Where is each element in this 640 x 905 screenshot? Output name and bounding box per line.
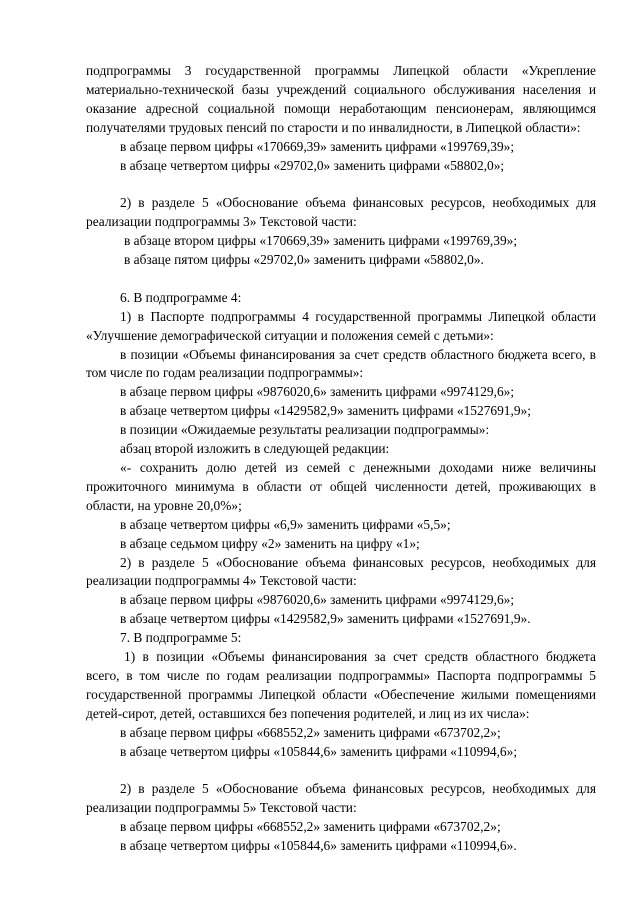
paragraph: в абзаце первом цифры «668552,2» заменить цифрами «673702,2»; xyxy=(120,819,501,835)
paragraph: в абзаце первом цифры «9876020,6» заменить цифрами «9974129,6»; xyxy=(120,384,515,400)
blank-line xyxy=(86,270,596,289)
blank-line xyxy=(86,762,596,781)
paragraph: подпрограммы 3 государственной программы Липецкой области «Укрепление материально-технической базы учреждений социального обслуживания населения и оказание адресной социальной помощи неработающим пенсионерам, являющимся получателями трудовых пенсий по старости и по инвалидности, в Липецкой области»: xyxy=(86,63,596,135)
paragraph: в абзаце первом цифры «170669,39» заменить цифрами «199769,39»; xyxy=(120,138,515,154)
blank-line xyxy=(86,175,596,194)
paragraph: в абзаце четвертом цифры «1429582,9» заменить цифрами «1527691,9»; xyxy=(120,403,531,419)
paragraph: в абзаце седьмом цифру «2» заменить на цифру «1»; xyxy=(120,535,420,551)
paragraph: в абзаце четвертом цифры «6,9» заменить цифрами «5,5»; xyxy=(120,516,451,532)
paragraph: в абзаце первом цифры «668552,2» заменить цифрами «673702,2»; xyxy=(120,724,501,740)
paragraph: в позиции «Ожидаемые результаты реализации подпрограммы»: xyxy=(120,422,490,438)
paragraph: в абзаце четвертом цифры «29702,0» заменить цифрами «58802,0»; xyxy=(120,157,505,173)
paragraph: в абзаце четвертом цифры «1429582,9» заменить цифрами «1527691,9». xyxy=(120,611,531,627)
paragraph: 1) в Паспорте подпрограммы 4 государственной программы Липецкой области «Улучшение демографической ситуации и положения семей с детьми»: xyxy=(86,308,596,343)
paragraph: в абзаце четвертом цифры «105844,6» заменить цифрами «110994,6»; xyxy=(120,743,518,759)
paragraph: 2) в разделе 5 «Обоснование объема финансовых ресурсов, необходимых для реализации подпрограммы 5» Текстовой части: xyxy=(86,781,596,816)
paragraph: в абзаце четвертом цифры «105844,6» заменить цифрами «110994,6». xyxy=(120,838,517,854)
paragraph: 6. В подпрограмме 4: xyxy=(120,289,242,305)
paragraph: в абзаце втором цифры «170669,39» заменить цифрами «199769,39»; xyxy=(124,233,518,249)
document-page xyxy=(86,62,596,856)
paragraph: 2) в разделе 5 «Обоснование объема финансовых ресурсов, необходимых для реализации подпрограммы 3» Текстовой части: xyxy=(86,195,596,230)
paragraph: 2) в разделе 5 «Обоснование объема финансовых ресурсов, необходимых для реализации подпрограммы 4» Текстовой части: xyxy=(86,554,596,589)
paragraph: 1) в позиции «Объемы финансирования за счет средств областного бюджета всего, в том числе по годам реализации подпрограммы» Паспорта подпрограммы 5 государственной программы Липецкой области «Обеспечение жилыми помещениями детей-сирот, детей, оставшихся без попечения родителей, и лиц из их числа»: xyxy=(86,649,596,721)
paragraph: «- сохранить долю детей из семей с денежными доходами ниже величины прожиточного минимума в области от общей численности детей, проживающих в области, на уровне 20,0%»; xyxy=(86,460,596,513)
paragraph: в абзаце пятом цифры «29702,0» заменить цифрами «58802,0». xyxy=(124,252,484,268)
paragraph: в позиции «Объемы финансирования за счет средств областного бюджета всего, в том числе по годам реализации подпрограммы»: xyxy=(86,346,596,381)
paragraph: 7. В подпрограмме 5: xyxy=(120,630,242,646)
paragraph: абзац второй изложить в следующей редакции: xyxy=(120,441,390,457)
paragraph: в абзаце первом цифры «9876020,6» заменить цифрами «9974129,6»; xyxy=(120,592,515,608)
